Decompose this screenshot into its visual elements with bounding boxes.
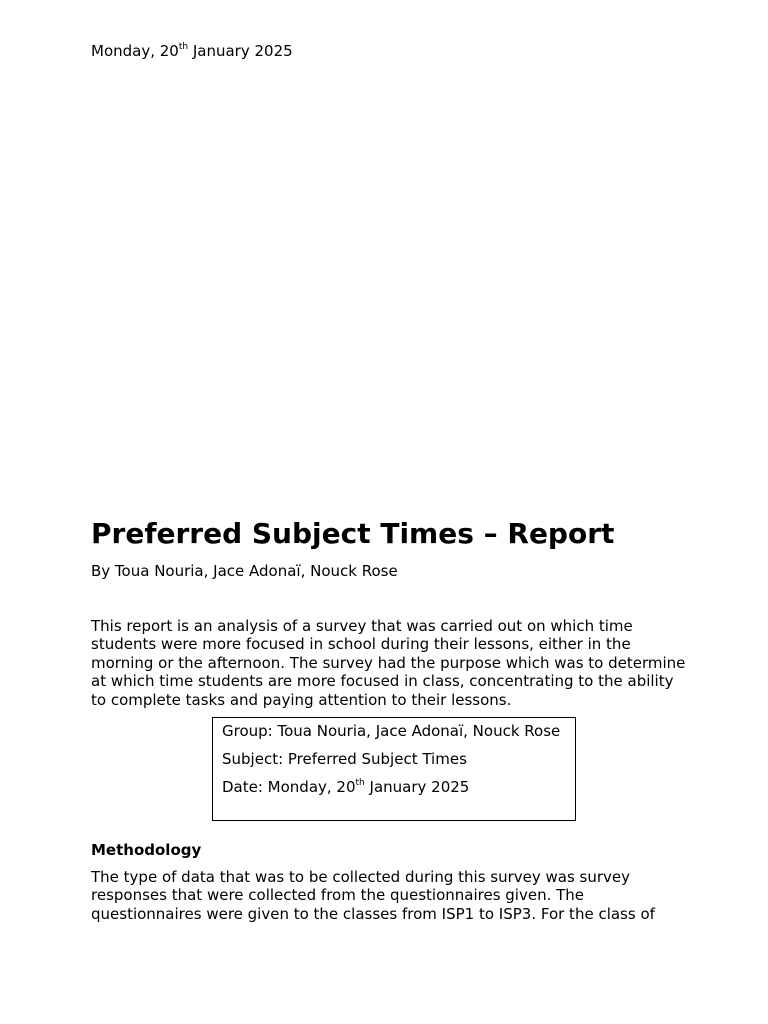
intro-paragraph: This report is an analysis of a survey that was carried out on which time students were more focused in school during their lessons, either in the morning or the afternoon. The survey had the purpose which was to determine at which time students are more focused in class, concentrating to the ability to complete tasks and paying attention to their lessons.: [91, 617, 686, 709]
report-authors: By Toua Nouria, Jace Adonaï, Nouck Rose: [91, 562, 398, 580]
methodology-paragraph: The type of data that was to be collected during this survey was survey responses that were collected from the questionnaires given. The questionnaires were given to the classes from ISP1 to ISP3. For the class of: [91, 868, 655, 923]
date-rest: January 2025: [188, 42, 293, 60]
info-group: Group: Toua Nouria, Jace Adonaï, Nouck Rose: [222, 722, 561, 740]
info-date-ordinal-suffix: th: [355, 778, 365, 788]
info-subject: Subject: Preferred Subject Times: [222, 750, 467, 768]
document-date: [91, 41, 293, 61]
date-prefix: Monday, 20: [91, 42, 179, 60]
methodology-heading: Methodology: [91, 841, 202, 859]
info-date: [222, 778, 566, 796]
report-title: Preferred Subject Times – Report: [91, 517, 615, 550]
info-date-prefix: Date: Monday, 20: [222, 778, 356, 796]
info-date-rest: January 2025: [364, 778, 470, 796]
info-box: [212, 717, 576, 821]
date-ordinal-suffix: th: [178, 42, 189, 52]
